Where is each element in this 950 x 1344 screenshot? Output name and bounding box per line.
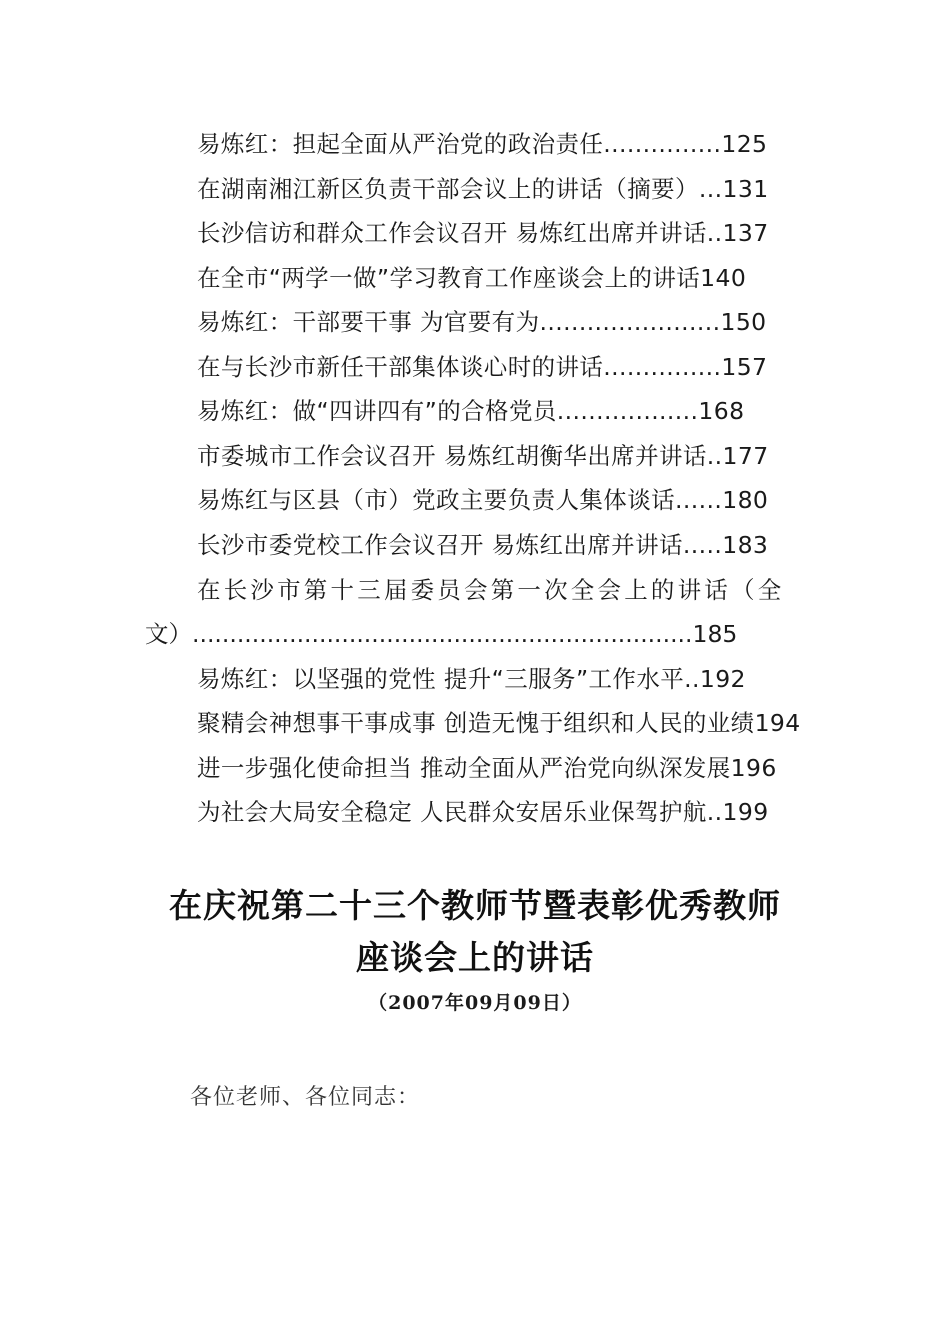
toc-entry[interactable]: 长沙信访和群众工作会议召开 易炼红出席并讲话..137	[197, 219, 769, 247]
toc-entry[interactable]: 进一步强化使命担当 推动全面从严治党向纵深发展196	[197, 754, 777, 782]
toc-entry[interactable]: 在与长沙市新任干部集体谈心时的讲话...............157	[197, 353, 768, 381]
toc-entry[interactable]: 易炼红与区县（市）党政主要负责人集体谈话......180	[197, 486, 769, 514]
article-date: （2007年09月09日）	[368, 992, 582, 1014]
toc-entry[interactable]: 聚精会神想事干事成事 创造无愧于组织和人民的业绩194	[197, 709, 801, 737]
toc-entry[interactable]: 长沙市委党校工作会议召开 易炼红出席并讲话.....183	[197, 531, 769, 559]
toc-entry[interactable]: 易炼红：以坚强的党性 提升“三服务”工作水平..192	[197, 665, 746, 693]
toc-entry[interactable]: 市委城市工作会议召开 易炼红胡衡华出席并讲话..177	[197, 442, 769, 470]
toc-entry[interactable]: 在全市“两学一做”学习教育工作座谈会上的讲话140	[197, 264, 747, 292]
toc-entry[interactable]: 在湖南湘江新区负责干部会议上的讲话（摘要）...131	[197, 175, 769, 203]
toc-entry[interactable]: 易炼红：担起全面从严治党的政治责任...............125	[197, 130, 768, 158]
toc-entry[interactable]: 易炼红：干部要干事 为官要有为.......................150	[197, 308, 767, 336]
toc-entry[interactable]: 为社会大局安全稳定 人民群众安居乐业保驾护航..199	[197, 798, 769, 826]
toc-entry-wrapped-line1[interactable]: 在长沙市第十三届委员会第一次全会上的讲话（全	[197, 576, 785, 604]
article-title-line2: 座谈会上的讲话	[356, 938, 594, 977]
toc-entry-wrapped-line2[interactable]: 文）...................................................................185	[145, 620, 738, 648]
article-title-line1: 在庆祝第二十三个教师节暨表彰优秀教师	[169, 886, 781, 925]
toc-entry[interactable]: 易炼红：做“四讲四有”的合格党员..................168	[197, 397, 745, 425]
article-greeting: 各位老师、各位同志：	[190, 1085, 421, 1110]
